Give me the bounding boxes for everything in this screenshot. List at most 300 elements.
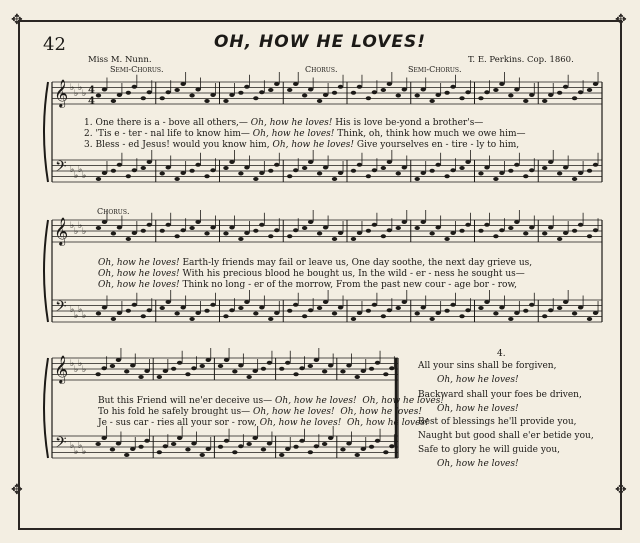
note-head <box>132 168 137 172</box>
note-head <box>415 177 420 181</box>
lyric-line: 1. One there is a - bove all others,— Oh, how he loves! His is love be-yond a brother's— <box>84 118 484 128</box>
flat-sign: ♭ <box>70 305 75 315</box>
note-head <box>429 169 434 173</box>
flat-sign: ♭ <box>74 89 79 99</box>
note-head <box>557 91 562 95</box>
note-head <box>435 226 440 230</box>
note-head <box>232 450 237 454</box>
note-head <box>287 309 292 313</box>
note-head <box>542 232 547 236</box>
note-head <box>224 439 229 443</box>
note-head <box>361 369 366 373</box>
note-head <box>338 85 343 89</box>
note-head <box>484 166 489 170</box>
note-head <box>478 306 483 310</box>
bass-clef: 𝄢 <box>55 434 67 455</box>
corner-ornament-tl: ✥ <box>11 12 23 28</box>
note-head <box>340 370 345 374</box>
note-head <box>223 166 228 170</box>
note-head <box>381 234 386 238</box>
note-head <box>157 450 162 454</box>
note-head <box>238 237 243 241</box>
note-head <box>578 223 583 227</box>
note-head <box>96 177 101 181</box>
note-head <box>259 223 264 227</box>
note-head <box>493 312 498 316</box>
lyric-line: 2. 'Tis e - ter - nal life to know him— Oh, how he loves! Think, oh, think how much we owe him— <box>84 129 526 139</box>
note-head <box>210 303 215 307</box>
note-head <box>160 306 165 310</box>
note-head <box>523 309 528 313</box>
note-head <box>508 317 513 321</box>
note-head <box>387 228 392 232</box>
note-head <box>160 229 165 233</box>
note-head <box>484 223 489 227</box>
note-head <box>244 85 249 89</box>
note-head <box>572 96 577 100</box>
note-head <box>314 358 319 362</box>
note-head <box>206 447 211 451</box>
note-head <box>381 314 386 318</box>
note-head <box>163 369 168 373</box>
note-head <box>508 94 513 98</box>
note-head <box>402 220 407 224</box>
note-head <box>268 169 273 173</box>
label-semi-chorus: Semi-Chorus. <box>110 65 164 74</box>
note-head <box>578 90 583 94</box>
note-head <box>268 317 273 321</box>
note-head <box>415 312 420 316</box>
note-head <box>355 375 360 379</box>
note-head <box>274 163 279 167</box>
note-head <box>130 364 135 368</box>
note-head <box>396 172 401 176</box>
note-head <box>478 229 483 233</box>
note-head <box>557 237 562 241</box>
note-head <box>124 370 129 374</box>
note-head <box>459 314 464 318</box>
note-head <box>593 163 598 167</box>
label-semi-chorus: Semi-Chorus. <box>408 65 462 74</box>
note-head <box>387 160 392 164</box>
note-head <box>415 94 420 98</box>
flat-sign: ♭ <box>70 441 75 451</box>
note-head <box>259 171 264 175</box>
flat-sign: ♭ <box>74 365 79 375</box>
note-head <box>523 232 528 236</box>
note-head <box>166 166 171 170</box>
note-head <box>126 91 131 95</box>
note-head <box>299 366 304 370</box>
note-head <box>180 228 185 232</box>
note-head <box>369 445 374 449</box>
flat-sign: ♭ <box>74 227 79 237</box>
flat-sign: ♭ <box>70 83 75 93</box>
note-head <box>189 317 194 321</box>
note-head <box>111 232 116 236</box>
note-head <box>206 358 211 362</box>
note-head <box>328 436 333 440</box>
note-head <box>171 442 176 446</box>
note-head <box>259 306 264 310</box>
note-head <box>204 309 209 313</box>
note-head <box>338 171 343 175</box>
note-head <box>499 171 504 175</box>
note-head <box>444 237 449 241</box>
note-head <box>459 96 464 100</box>
note-head <box>238 172 243 176</box>
verse-number: 4. <box>497 349 506 359</box>
verse-line: Backward shall your foes be driven, <box>418 390 582 400</box>
note-head <box>279 453 284 457</box>
note-head <box>435 163 440 167</box>
note-head <box>195 88 200 92</box>
note-head <box>252 369 257 373</box>
note-head <box>317 172 322 176</box>
note-head <box>200 364 205 368</box>
verse-line: Oh, how he loves! <box>437 404 519 414</box>
note-head <box>478 172 483 176</box>
note-head <box>465 223 470 227</box>
note-head <box>163 444 168 448</box>
note-head <box>299 439 304 443</box>
label-chorus: Chorus. <box>305 65 338 74</box>
note-head <box>268 88 273 92</box>
note-head <box>402 166 407 170</box>
note-head <box>435 311 440 315</box>
note-head <box>369 367 374 371</box>
note-head <box>274 228 279 232</box>
note-head <box>253 177 258 181</box>
note-head <box>357 311 362 315</box>
note-head <box>322 370 327 374</box>
flat-sign: ♭ <box>82 89 87 99</box>
note-head <box>302 226 307 230</box>
flat-sign: ♭ <box>78 359 83 369</box>
note-head <box>383 372 388 376</box>
note-head <box>465 90 470 94</box>
note-head <box>195 220 200 224</box>
note-head <box>111 317 116 321</box>
note-head <box>332 91 337 95</box>
treble-clef: 𝄞 <box>54 79 69 107</box>
note-head <box>274 311 279 315</box>
note-head <box>287 234 292 238</box>
flat-sign: ♭ <box>74 447 79 457</box>
note-head <box>361 447 366 451</box>
note-head <box>529 168 534 172</box>
note-head <box>191 442 196 446</box>
note-head <box>421 306 426 310</box>
note-head <box>223 99 228 103</box>
flat-sign: ♭ <box>78 305 83 315</box>
note-head <box>160 172 165 176</box>
note-head <box>478 96 483 100</box>
note-head <box>141 229 146 233</box>
note-head <box>110 364 115 368</box>
note-head <box>383 450 388 454</box>
note-head <box>267 442 272 446</box>
note-head <box>323 166 328 170</box>
note-head <box>166 223 171 227</box>
note-head <box>548 93 553 97</box>
note-head <box>402 88 407 92</box>
note-head <box>357 163 362 167</box>
note-head <box>210 226 215 230</box>
note-head <box>587 317 592 321</box>
lyric-line: Oh, how he loves! With his precious blood he bought us, In the wild - er - ness he sought us— <box>98 269 525 279</box>
flat-sign: ♭ <box>78 83 83 93</box>
note-head <box>421 171 426 175</box>
note-head <box>415 226 420 230</box>
note-head <box>351 91 356 95</box>
note-head <box>499 306 504 310</box>
flat-sign: ♭ <box>82 365 87 375</box>
note-head <box>459 229 464 233</box>
note-head <box>238 306 243 310</box>
note-head <box>421 220 426 224</box>
note-head <box>117 93 122 97</box>
flat-sign: ♭ <box>82 311 87 321</box>
time-signature-bottom: 4 <box>88 96 95 107</box>
verse-line: Oh, how he loves! <box>437 459 519 469</box>
note-head <box>218 445 223 449</box>
note-head <box>246 375 251 379</box>
note-head <box>117 226 122 230</box>
note-head <box>180 171 185 175</box>
note-head <box>450 303 455 307</box>
note-head <box>381 166 386 170</box>
note-head <box>102 171 107 175</box>
note-head <box>578 306 583 310</box>
lyric-line: Je - sus car - ries all your sor - row, Oh, how he loves! Oh, how he loves! <box>98 418 429 428</box>
note-head <box>514 163 519 167</box>
note-head <box>484 90 489 94</box>
note-head <box>375 439 380 443</box>
note-head <box>323 300 328 304</box>
note-head <box>195 163 200 167</box>
note-head <box>166 90 171 94</box>
note-head <box>529 226 534 230</box>
note-head <box>493 234 498 238</box>
flat-sign: ♭ <box>70 221 75 231</box>
corner-ornament-br: ✥ <box>615 482 627 498</box>
note-head <box>200 453 205 457</box>
note-head <box>238 364 243 368</box>
note-head <box>563 85 568 89</box>
note-head <box>548 226 553 230</box>
note-head <box>459 166 464 170</box>
note-head <box>542 166 547 170</box>
note-head <box>366 229 371 233</box>
flat-sign: ♭ <box>78 221 83 231</box>
lyric-line: Oh, how he loves! Think no long - er of the morrow, From the past new cour - age bor - row, <box>98 280 517 290</box>
note-head <box>499 228 504 232</box>
corner-ornament-bl: ✥ <box>11 482 23 498</box>
note-head <box>389 444 394 448</box>
note-head <box>514 220 519 224</box>
note-head <box>174 234 179 238</box>
note-head <box>246 442 251 446</box>
note-head <box>287 174 292 178</box>
note-head <box>174 312 179 316</box>
note-head <box>421 88 426 92</box>
note-head <box>351 169 356 173</box>
flat-sign: ♭ <box>82 227 87 237</box>
note-head <box>308 364 313 368</box>
note-head <box>111 169 116 173</box>
note-head <box>96 312 101 316</box>
note-head <box>124 453 129 457</box>
note-head <box>126 174 131 178</box>
note-head <box>593 228 598 232</box>
flat-sign: ♭ <box>74 171 79 181</box>
note-head <box>253 312 258 316</box>
note-head <box>96 226 101 230</box>
note-head <box>293 445 298 449</box>
note-head <box>308 88 313 92</box>
note-head <box>274 82 279 86</box>
note-head <box>185 448 190 452</box>
note-head <box>244 300 249 304</box>
note-head <box>132 303 137 307</box>
note-head <box>429 99 434 103</box>
note-head <box>138 375 143 379</box>
brace <box>44 358 48 458</box>
note-head <box>396 226 401 230</box>
note-head <box>529 93 534 97</box>
note-head <box>444 91 449 95</box>
note-head <box>366 174 371 178</box>
note-head <box>523 99 528 103</box>
note-head <box>508 226 513 230</box>
note-head <box>268 234 273 238</box>
note-head <box>141 96 146 100</box>
treble-clef: 𝄞 <box>54 217 69 245</box>
note-head <box>302 166 307 170</box>
note-head <box>340 448 345 452</box>
note-head <box>95 372 100 376</box>
note-head <box>529 303 534 307</box>
note-head <box>160 96 165 100</box>
note-head <box>366 96 371 100</box>
note-head <box>117 163 122 167</box>
note-head <box>224 358 229 362</box>
note-head <box>322 442 327 446</box>
note-head <box>102 88 107 92</box>
note-head <box>126 237 131 241</box>
note-head <box>514 311 519 315</box>
flat-sign: ♭ <box>82 447 87 457</box>
note-head <box>144 439 149 443</box>
note-head <box>465 308 470 312</box>
note-head <box>185 372 190 376</box>
note-head <box>396 306 401 310</box>
note-head <box>116 358 121 362</box>
treble-clef: 𝄞 <box>54 355 69 383</box>
page-number: 42 <box>43 34 66 55</box>
note-head <box>402 300 407 304</box>
note-head <box>493 88 498 92</box>
note-head <box>293 303 298 307</box>
note-head <box>101 436 106 440</box>
note-head <box>372 168 377 172</box>
note-head <box>177 361 182 365</box>
note-head <box>117 311 122 315</box>
note-head <box>508 169 513 173</box>
note-head <box>444 174 449 178</box>
note-head <box>484 300 489 304</box>
note-head <box>261 448 266 452</box>
note-head <box>111 99 116 103</box>
note-head <box>314 444 319 448</box>
note-head <box>96 94 101 98</box>
note-head <box>218 364 223 368</box>
note-head <box>499 82 504 86</box>
flat-sign: ♭ <box>70 359 75 369</box>
note-head <box>189 169 194 173</box>
note-head <box>563 231 568 235</box>
note-head <box>110 448 115 452</box>
note-head <box>244 166 249 170</box>
note-head <box>285 361 290 365</box>
lyric-line: Oh, how he loves! Earth-ly friends may fail or leave us, One day soothe, the next day grieve us, <box>98 258 533 268</box>
bass-clef: 𝄢 <box>55 158 67 179</box>
flat-sign: ♭ <box>70 165 75 175</box>
flat-sign: ♭ <box>82 171 87 181</box>
note-head <box>465 160 470 164</box>
note-head <box>180 306 185 310</box>
note-head <box>132 85 137 89</box>
note-head <box>210 93 215 97</box>
note-head <box>542 99 547 103</box>
time-signature-top: 4 <box>88 85 95 96</box>
note-head <box>435 93 440 97</box>
note-head <box>191 366 196 370</box>
corner-ornament-tr: ✥ <box>615 12 627 28</box>
note-head <box>593 82 598 86</box>
note-head <box>355 453 360 457</box>
verse-line: Safe to glory he will guide you, <box>418 445 560 455</box>
note-head <box>147 160 152 164</box>
note-head <box>174 88 179 92</box>
note-head <box>351 237 356 241</box>
note-head <box>204 232 209 236</box>
note-head <box>210 168 215 172</box>
note-head <box>204 99 209 103</box>
note-head <box>126 309 131 313</box>
note-head <box>180 82 185 86</box>
note-head <box>293 372 298 376</box>
note-head <box>429 232 434 236</box>
note-head <box>323 93 328 97</box>
note-head <box>317 99 322 103</box>
note-head <box>171 367 176 371</box>
note-head <box>308 450 313 454</box>
note-head <box>572 229 577 233</box>
note-head <box>317 306 322 310</box>
note-head <box>130 447 135 451</box>
note-head <box>302 314 307 318</box>
verse-line: Naught but good shall e'er betide you, <box>418 431 594 441</box>
note-head <box>372 223 377 227</box>
note-head <box>357 231 362 235</box>
note-head <box>261 367 266 371</box>
verse-line: Best of blessings he'll provide you, <box>418 417 577 427</box>
note-head <box>253 229 258 233</box>
note-head <box>563 300 568 304</box>
note-head <box>323 226 328 230</box>
